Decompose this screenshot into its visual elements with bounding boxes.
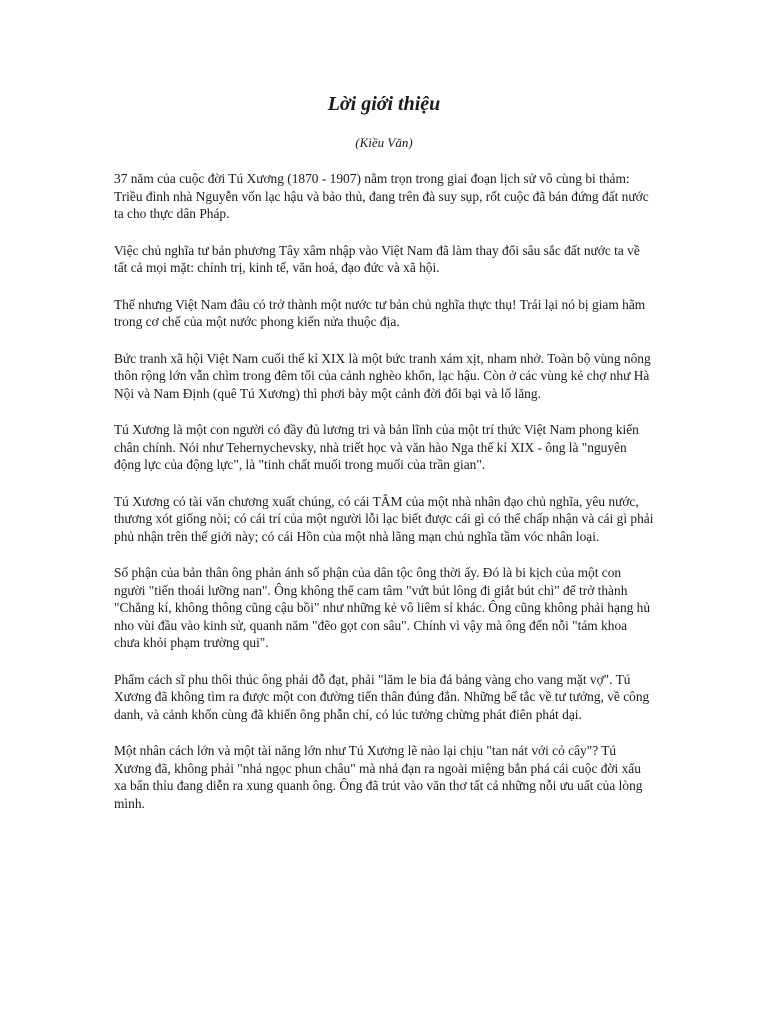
paragraph: Tú Xương có tài văn chương xuất chúng, có cái TÂM của một nhà nhân đạo chủ nghĩa, yêu nước, thương xót giống nòi; có cái trí của một người lỗi lạc biết được cái gì có thể chấp nhận và cái gì phải phủ nhận trên thế giới này; có cái Hồn của một nhà lãng mạn chủ nghĩa tầm vóc nhân loại. bbox=[114, 493, 654, 544]
paragraph: Phẩm cách sĩ phu thôi thúc ông phải đỗ đạt, phải "lăm le bia đá bảng vàng cho vang mặt vợ". Tú Xương đã không tìm ra được một con đường tiến thân đúng đắn. Những bế tắc về tư tưởng, về công danh, và cảnh khốn cùng đã khiến ông phẫn chí, có lúc tưởng chừng phát điên phát dại. bbox=[114, 671, 650, 722]
paragraph: Bức tranh xã hội Việt Nam cuối thế kỉ XIX là một bức tranh xám xịt, nham nhở. Toàn bộ vùng nông thôn rộng lớn vẫn chìm trong đêm tối của cảnh nghèo khổn, lạc hậu. Còn ở các vùng kẻ chợ như Hà Nội và Nam Định (quê Tú Xương) thì phơi bày một cảnh đời đổi bại và lố lăng. bbox=[114, 350, 651, 401]
document-author: (Kiều Văn) bbox=[355, 135, 413, 150]
paragraph: Số phận của bản thân ông phản ánh số phận của dân tộc ông thời ấy. Đó là bi kịch của một con người "tiến thoái lưỡng nan". Ông không thể cam tâm "vứt bút lông đi giắt bút chì" để trở thành "Chẳng kí, không thông cũng cậu bồi" như những kẻ vô liêm sỉ khác. Ông cũng không phải hạng hủ nho vùi đầu vào kinh sử, quanh năm "đẽo gọt con sâu". Chính vì vậy mà ông đến nỗi "tám khoa chưa khỏi phạm trường qui". bbox=[114, 565, 651, 650]
paragraph: Một nhân cách lớn và một tài năng lớn như Tú Xương lẽ nào lại chịu "tan nát với cỏ cây"? Tú Xương đã, không phải "nhả ngọc phun châu" mà nhả đạn ra ngoài miệng bắn phá cái cuộc đời xấu xa bẩn thỉu đang diễn ra xung quanh ông. Ông đã trút vào văn thơ tất cả những nỗi ưu uất của lòng mình. bbox=[114, 743, 643, 811]
paragraph: Thế nhưng Việt Nam đâu có trở thành một nước tư bản chủ nghĩa thực thụ! Trái lại nó bị giam hãm trong cơ chế của một nước phong kiến nửa thuộc địa. bbox=[114, 296, 646, 329]
paragraph: Việc chủ nghĩa tư bản phương Tây xâm nhập vào Việt Nam đã làm thay đổi sâu sắc đất nước ta về tất cả mọi mặt: chính trị, kinh tế, văn hoá, đạo đức và xã hội. bbox=[114, 242, 640, 275]
document-title: Lời giới thiệu bbox=[327, 93, 441, 115]
paragraph: Tú Xương là một con người có đầy đủ lương tri và bản lĩnh của một trí thức Việt Nam phong kiến chân chính. Nói như Tehernychevsky, nhà triết học và văn hào Nga thế kỉ XIX - ông là "nguyên động lực của động lực", là "tinh chất muối trong muối của trần gian". bbox=[114, 422, 639, 472]
paragraph: 37 năm của cuộc đời Tú Xương (1870 - 1907) nằm trọn trong giai đoạn lịch sử vô cùng bi thảm: Triều đình nhà Nguyễn vốn lạc hậu và bảo thủ, đang trên đà suy sụp, rốt cuộc đã bán đứng đất nước ta cho thực dân Pháp. bbox=[114, 171, 649, 221]
document-page bbox=[114, 90, 654, 831]
